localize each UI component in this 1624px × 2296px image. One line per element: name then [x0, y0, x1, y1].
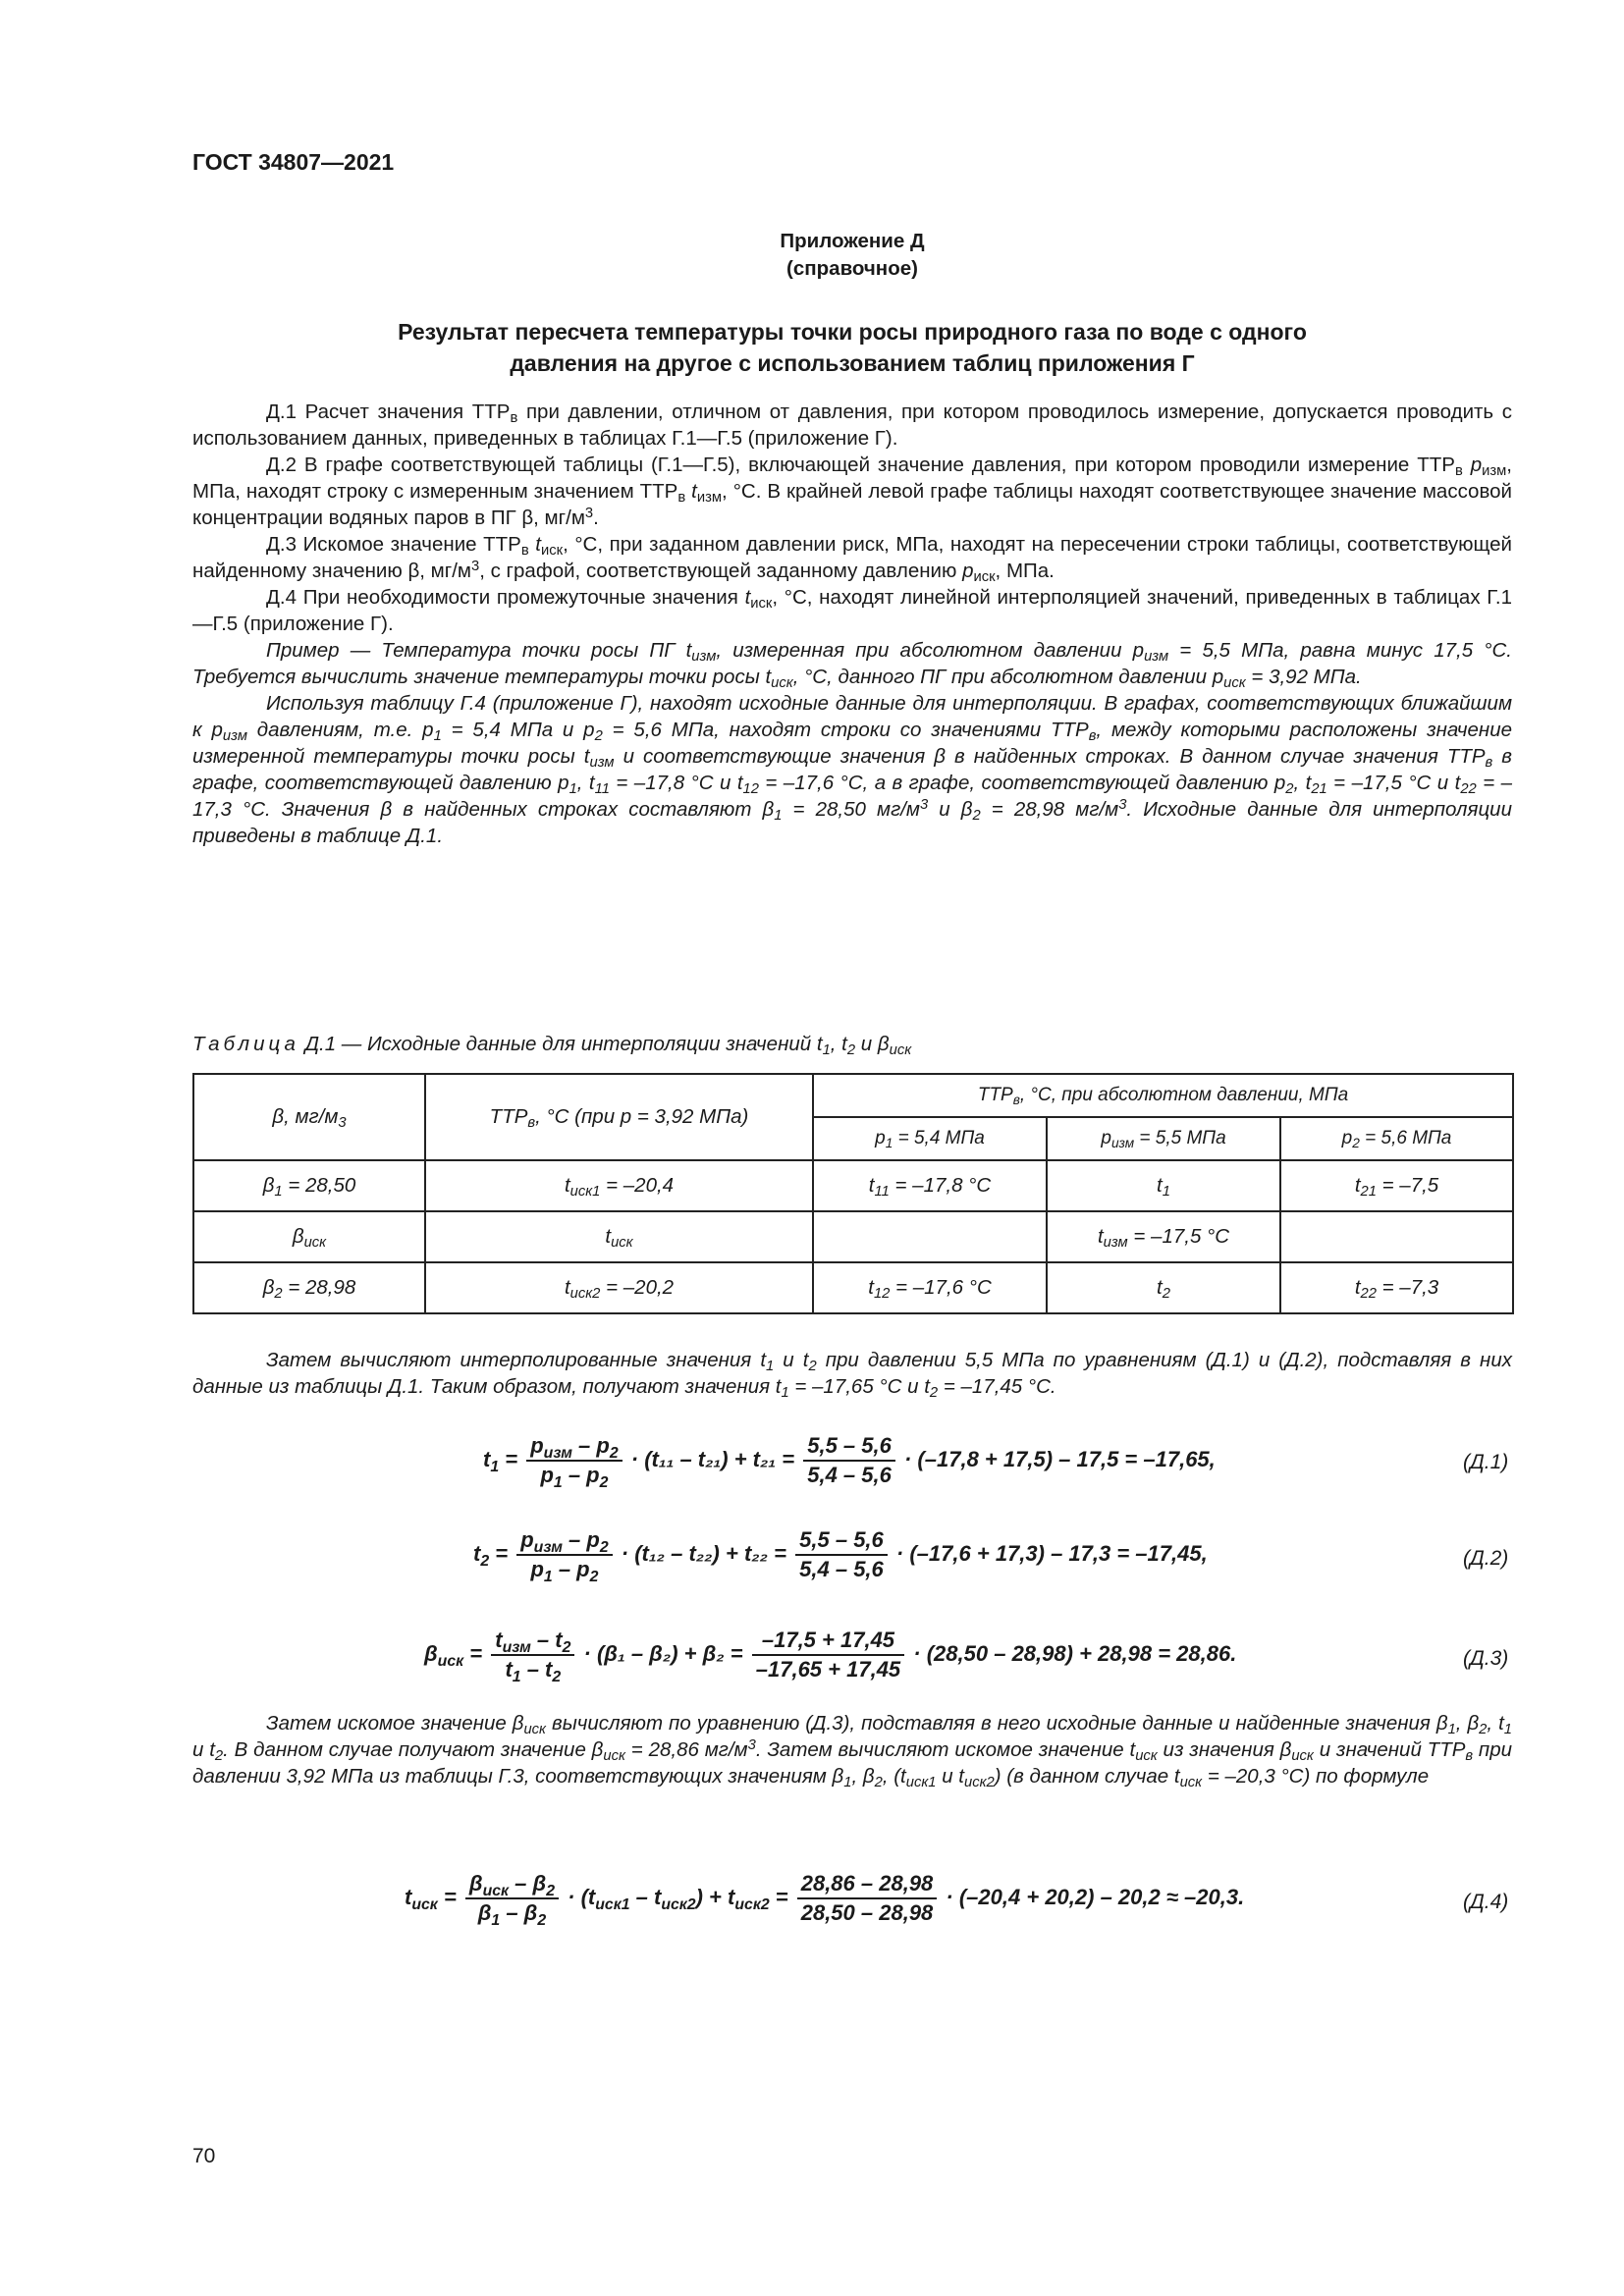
document-header: ГОСТ 34807—2021	[192, 149, 395, 175]
title-line-2: давления на другое с использованием таблиц приложения Г	[510, 350, 1195, 376]
title-line-1: Результат пересчета температуры точки росы природного газа по воде с одного	[398, 319, 1307, 345]
paragraph-d4: Д.4 При необходимости промежуточные значения $t_{иск}$, °С, находят линейной интерполяцией значений, приведенных в таблицах Г.1—Г.5 (приложение Г).	[192, 586, 1513, 635]
cell-t21: $t_{21} = -7,5$	[1280, 1160, 1513, 1211]
cell-t12: $t_{12} = -17,6$ °С	[813, 1262, 1047, 1313]
cell-t2: $t_2$	[1047, 1262, 1280, 1313]
paragraph-d2: Д.2 В графе соответствующей таблицы (Г.1—Г.5), включающей значение давления, при котором проводили измерение $ТТР_в$ $р_{изм}$, МПа, находят строку с измеренным значением $ТТР_в$ $t_{изм}$, °С. В крайней левой графе таблицы находят соответствующее значение массовой концентрации водяных паров в ПГ β, $мг/м^3$.	[192, 454, 1512, 529]
appendix-heading	[192, 228, 1512, 283]
page-number: 70	[192, 2145, 216, 2167]
equation-d2: $t_2$ = $\frac{p_{изм} - p_2}{p_1 - p_2}$ · (t₁₂ – t₂₂) + t₂₂ = $\frac{5,5 - 5,6}{5,4 - 5,6}$ · (–17,6 + 17,3) – 17,3 = –17,45,	[473, 1527, 1208, 1585]
cell-t1: $t_1$	[1047, 1160, 1280, 1211]
col-header-p1: $p_1 = 5,4$ МПа	[813, 1117, 1047, 1160]
body-text	[192, 399, 1512, 849]
paragraph-before-d4: Затем искомое значение $\beta_{иск}$ вычисляют по уравнению (Д.3), подставляя в него исходные данные и найденные значения $\beta_1$, $\beta_2$, $t_1$ и $t_2$. В данном случае получают значение $\beta_{иск} = 28,86$ $мг/м^3$. Затем вычисляют искомое значение $t_{иск}$ из значения $\beta_{иск}$ и значений $ТТР_в$ при давлении 3,92 МПа из таблицы Г.3, соответствующих значениям $\beta_1$, $\beta_2$, ($t_{иск1}$ и $t_{иск2}$) (в данном случае $t_{иск} = -20,3$ °С) по формуле	[192, 1712, 1513, 1791]
interpolation-table	[192, 1073, 1514, 1314]
appendix-label: Приложение Д	[780, 230, 925, 252]
col-header-p2: $p_2 = 5,6$ МПа	[1280, 1117, 1513, 1160]
col-header-pressure-group: $ТТР_в$, °С, при абсолютном давлении, МПа	[813, 1074, 1513, 1117]
paragraph-after-table: Затем вычисляют интерполированные значения $t_1$ и $t_2$ при давлении 5,5 МПа по уравнениям (Д.1) и (Д.2), подставляя в них данные из таблицы Д.1. Таким образом, получают значения $t_1 = -17,65$ °С и $t_2 = -17,45$ °С.	[192, 1349, 1512, 1402]
equation-number-d2: (Д.2)	[1463, 1547, 1509, 1570]
equation-number-d4: (Д.4)	[1463, 1891, 1509, 1913]
table-row	[193, 1211, 1513, 1262]
table-row	[193, 1160, 1513, 1211]
col-header-ttr: $ТТР_в$, °С (при р = 3,92 МПа)	[425, 1074, 813, 1160]
paragraph-example-2: Используя таблицу Г.4 (приложение Г), находят исходные данные для интерполяции. В графах, соответствующих ближайшим к $р_{изм}$ давлениям, т.е. $р_1 = 5,4$ МПа и $р_2 = 5,6$ МПа, находят строки со значениями $ТТР_в$, между которыми расположены значение измеренной температуры точки росы $t_{изм}$ и соответствующие значения β в найденных строках. В данном случае значения $ТТР_в$ в графе, соответствующей давлению $р_1$, $t_{11} = -17,8$ °С и $t_{12} = -17,6$ °С, а в графе, соответствующей давлению $р_2$, $t_{21} = -17,5$ °С и $t_{22} = -17,3$ °С. Значения β в найденных строках составляют $\beta_1 = 28,50$ $мг/м^3$ и $\beta_2 = 28,98$ $мг/м^3$. Исходные данные для интерполяции приведены в таблице Д.1.	[192, 692, 1513, 847]
col-header-beta: β, $мг/м_3$	[193, 1074, 425, 1160]
cell-beta2: $\beta_2 = 28,98$	[193, 1262, 425, 1313]
cell-empty	[1280, 1211, 1513, 1262]
appendix-type: (справочное)	[786, 257, 918, 280]
equation-number-d1: (Д.1)	[1463, 1451, 1509, 1473]
paragraph-d1: Д.1 Расчет значения $ТТР_в$ при давлении, отличном от давления, при котором проводилось измерение, допускается проводить с использованием данных, приведенных в таблицах Г.1—Г.5 (приложение Г).	[192, 400, 1512, 450]
equation-d3: $\beta_{иск}$ = $\frac{t_{изм} - t_2}{t_1 - t_2}$ · (β₁ – β₂) + β₂ = $\frac{-17,5 + 17,45}{-17,65 + 17,45}$ · (28,50 – 28,98) + 28,98 = 28,86.	[424, 1628, 1237, 1685]
col-header-pizm: $p_{изм} = 5,5$ МПа	[1047, 1117, 1280, 1160]
cell-beta1: $\beta_1 = 28,50$	[193, 1160, 425, 1211]
cell-t-izm: $t_{изм} = -17,5$ °С	[1047, 1211, 1280, 1262]
table-row	[193, 1262, 1513, 1313]
page-title	[192, 316, 1512, 379]
cell-empty	[813, 1211, 1047, 1262]
cell-beta-isk: $\beta_{иск}$	[193, 1211, 425, 1262]
cell-t11: $t_{11} = -17,8$ °С	[813, 1160, 1047, 1211]
cell-t-isk2: $t_{иск2} = -20,2$	[425, 1262, 813, 1313]
paragraph-example: Пример — Температура точки росы ПГ $t_{изм}$, измеренная при абсолютном давлении $р_{изм} = 5,5$ МПа, равна минус 17,5 °С. Требуется вычислить значение температуры точки росы $t_{иск}$, °С, данного ПГ при абсолютном давлении $р_{иск} = 3,92$ МПа.	[192, 639, 1512, 692]
equation-d4: $t_{иск}$ = $\frac{\beta_{иск} - \beta_2}{\beta_1 - \beta_2}$ · $(t_{иск1} - t_{иск2}) + t_{иск2}$ = $\frac{28,86 - 28,98}{28,50 - 28,98}$ · (–20,4 + 20,2) – 20,2 ≈ –20,3.	[405, 1871, 1245, 1929]
equation-d1: $t_1$ = $\frac{p_{изм} - p_2}{p_1 - p_2}$ · (t₁₁ – t₂₁) + t₂₁ = $\frac{5,5 - 5,6}{5,4 - 5,6}$ · (–17,8 + 17,5) – 17,5 = –17,65,	[483, 1433, 1216, 1491]
paragraph-d3: Д.3 Искомое значение $ТТР_в$ $t_{иск}$, °С, при заданном давлении риск, МПа, находят на пересечении строки таблицы, соответствующей найденному значению β, $мг/м^3$, с графой, соответствующей заданному давлению $р_{иск}$, МПа.	[192, 533, 1512, 586]
equation-number-d3: (Д.3)	[1463, 1647, 1509, 1670]
cell-t-isk1: $t_{иск1} = -20,4$	[425, 1160, 813, 1211]
cell-t22: $t_{22} = -7,3$	[1280, 1262, 1513, 1313]
cell-t-isk: $t_{иск}$	[425, 1211, 813, 1262]
table-caption: Таблица Д.1 — Исходные данные для интерполяции значений $t_1$, $t_2$ и $\beta_{иск}$	[192, 1033, 912, 1059]
